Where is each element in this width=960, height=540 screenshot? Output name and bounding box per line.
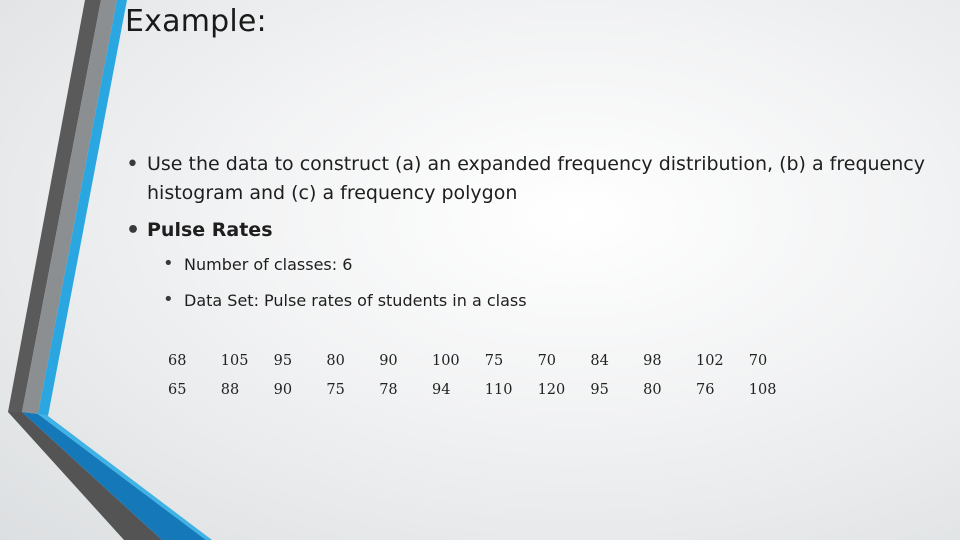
data-cell: 84 bbox=[590, 353, 609, 369]
slide-body bbox=[120, 150, 940, 325]
data-cell: 120 bbox=[537, 382, 566, 398]
data-cell: 94 bbox=[431, 382, 451, 398]
data-cell: 80 bbox=[643, 382, 662, 398]
dark-diagonal-band bbox=[8, 412, 162, 540]
data-cell: 65 bbox=[168, 382, 187, 398]
bullet-dot-icon: • bbox=[163, 289, 174, 310]
data-cell: 95 bbox=[273, 353, 293, 369]
data-cell: 102 bbox=[695, 353, 724, 369]
sub-bullet-classes bbox=[120, 253, 940, 277]
pulse-rate-data-grid bbox=[168, 349, 802, 402]
data-cell: 110 bbox=[484, 382, 513, 398]
data-cell: 70 bbox=[537, 353, 557, 369]
data-cell: 70 bbox=[748, 353, 768, 369]
data-cell: 100 bbox=[431, 353, 460, 369]
data-cell: 108 bbox=[748, 382, 777, 398]
bullet-dot-icon: • bbox=[126, 152, 139, 177]
data-cell: 76 bbox=[695, 382, 715, 398]
data-cell: 68 bbox=[168, 353, 187, 369]
data-cell: 75 bbox=[326, 382, 345, 398]
data-cell: 90 bbox=[379, 353, 398, 369]
data-cell: 88 bbox=[220, 382, 240, 398]
data-cell: 90 bbox=[273, 382, 293, 398]
data-cell: 95 bbox=[590, 382, 609, 398]
bullet-dot-icon: • bbox=[163, 253, 174, 274]
data-cell: 98 bbox=[643, 353, 662, 369]
bullet-instructions bbox=[120, 150, 940, 208]
light-vertical-band bbox=[22, 0, 117, 414]
data-cell: 78 bbox=[379, 382, 398, 398]
sub-bullet-data-set bbox=[120, 289, 940, 313]
bullet-pulse-rates-text: Pulse Rates bbox=[147, 219, 273, 241]
data-cell: 105 bbox=[220, 353, 249, 369]
sub-bullet-data-set-text: Data Set: Pulse rates of students in a class bbox=[184, 291, 527, 310]
bullet-instructions-text: Use the data to construct (a) an expanded frequency distribution, (b) a frequency histogram and (c) a frequency polygon bbox=[147, 153, 925, 204]
data-cell: 75 bbox=[484, 353, 504, 369]
data-cell: 80 bbox=[326, 353, 345, 369]
slide-title: Example: bbox=[125, 4, 267, 39]
bullet-pulse-rates bbox=[120, 216, 940, 245]
sub-bullet-classes-text: Number of classes: 6 bbox=[184, 255, 353, 274]
bullet-dot-icon: • bbox=[126, 218, 141, 243]
